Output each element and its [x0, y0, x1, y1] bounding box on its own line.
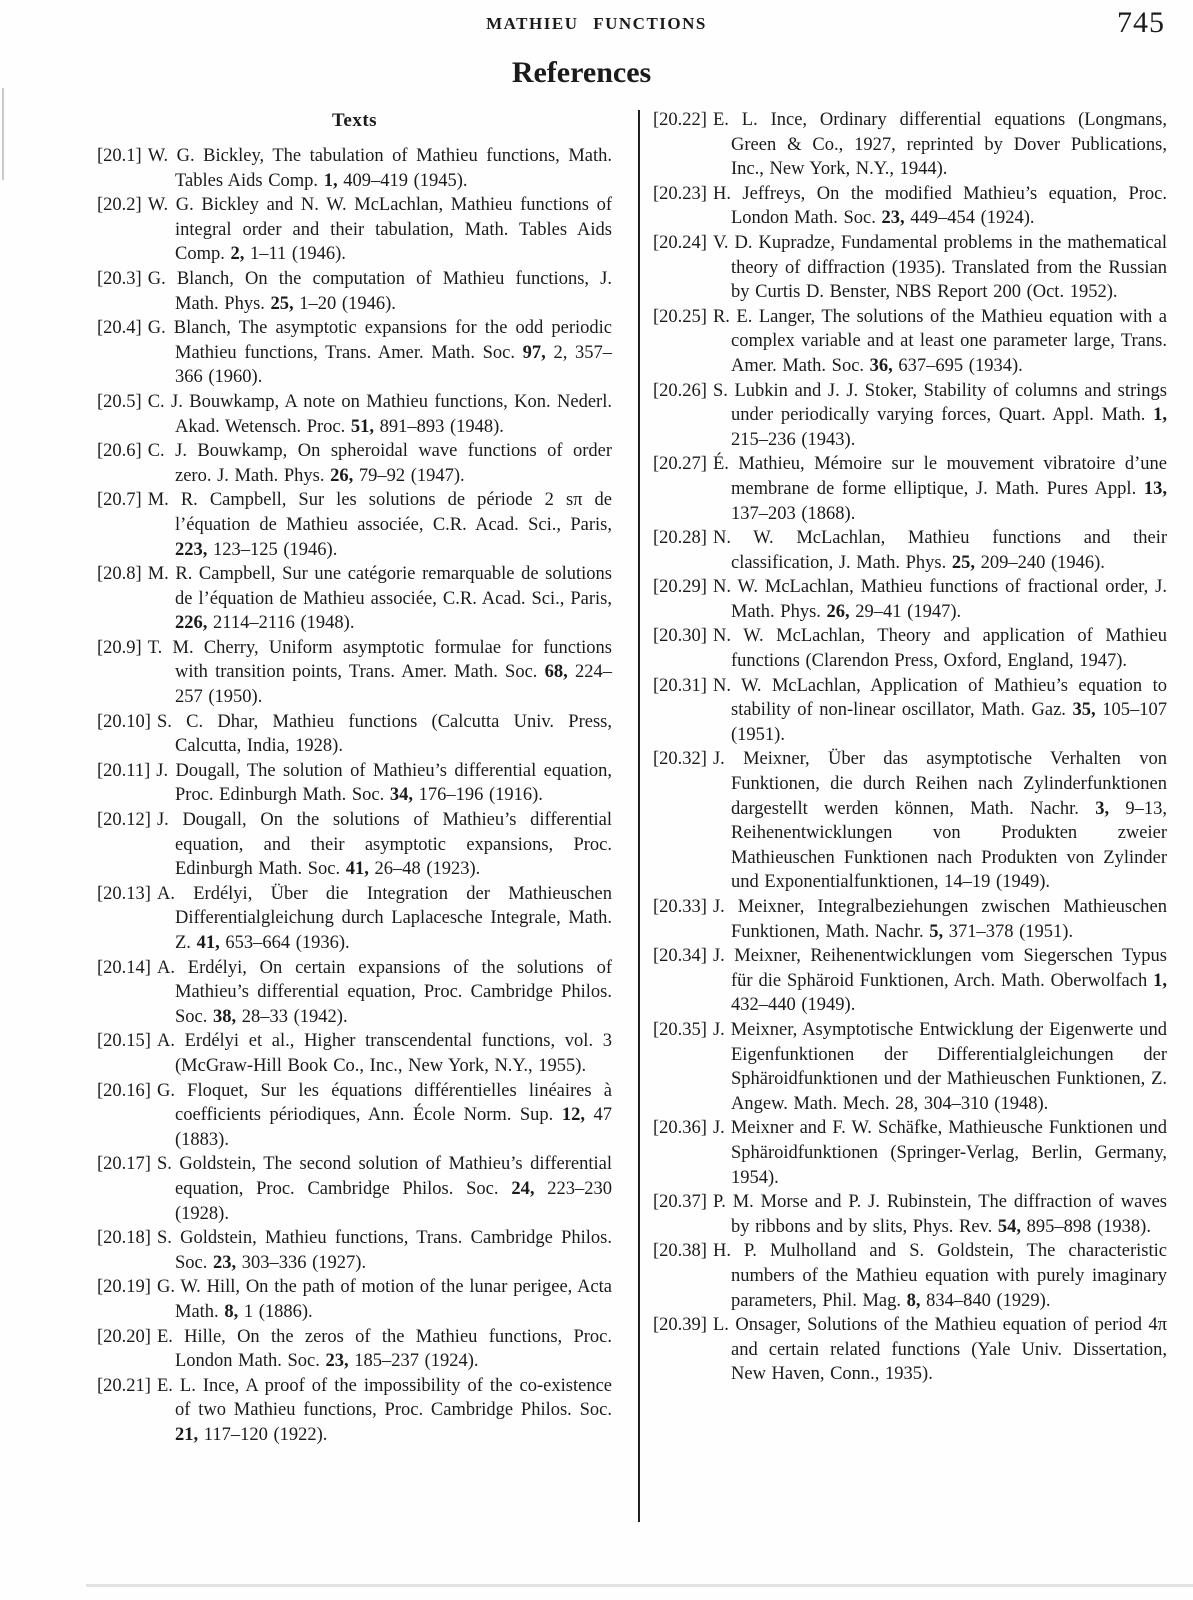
reference-id: [20.30] — [653, 626, 707, 647]
reference-entry: [20.34] J. Meixner, Reihenentwicklungen vom Siegerschen Typus für die Sphäroid Funktionen, Arch. Math. Oberwolfach 1, 432–440 (1949). — [653, 946, 1167, 1016]
reference-entry: [20.25] R. E. Langer, The solutions of the Mathieu equation with a complex variable and at least one parameter large, Trans. Amer. Math. Soc. 36, 637–695 (1934). — [653, 306, 1167, 376]
reference-entry: [20.28] N. W. McLachlan, Mathieu functions and their classification, J. Math. Phys. 25, 209–240 (1946). — [653, 528, 1167, 573]
reference-id: [20.20] — [97, 1326, 151, 1347]
reference-id: [20.6] — [97, 441, 142, 462]
reference-id: [20.25] — [653, 306, 707, 327]
reference-entry: [20.6] C. J. Bouwkamp, On spheroidal wave functions of order zero. J. Math. Phys. 26, 79–92 (1947). — [97, 441, 612, 486]
reference-id: [20.9] — [97, 637, 142, 658]
references-list-left — [97, 144, 612, 1447]
reference-id: [20.27] — [653, 454, 707, 475]
reference-id: [20.5] — [97, 391, 142, 412]
reference-entry: [20.20] E. Hille, On the zeros of the Mathieu functions, Proc. London Math. Soc. 23, 185–237 (1924). — [97, 1326, 612, 1372]
reference-id: [20.11] — [97, 760, 151, 781]
reference-id: [20.3] — [97, 268, 142, 289]
running-head-title: MATHIEU FUNCTIONS — [486, 14, 707, 33]
reference-id: [20.2] — [97, 195, 142, 216]
reference-id: [20.39] — [653, 1315, 707, 1336]
reference-id: [20.26] — [653, 380, 707, 401]
reference-entry: [20.37] P. M. Morse and P. J. Rubinstein, The diffraction of waves by ribbons and by slits, Phys. Rev. 54, 895–898 (1938). — [653, 1192, 1167, 1237]
reference-id: [20.35] — [653, 1019, 707, 1040]
reference-entry: [20.39] L. Onsager, Solutions of the Mathieu equation of period 4π and certain related functions (Yale Univ. Dissertation, New Haven, Conn., 1935). — [653, 1315, 1167, 1385]
reference-id: [20.32] — [653, 749, 707, 770]
right-column — [653, 108, 1167, 1387]
reference-entry: [20.13] A. Erdélyi, Über die Integration der Mathieuschen Differentialgleichung durch Laplacesche Integrale, Math. Z. 41, 653–664 (1936). — [97, 883, 612, 953]
reference-entry: [20.29] N. W. McLachlan, Mathieu functions of fractional order, J. Math. Phys. 26, 29–41 (1947). — [653, 577, 1167, 622]
reference-entry: [20.9] T. M. Cherry, Uniform asymptotic formulae for functions with transition points, Trans. Amer. Math. Soc. 68, 224–257 (1950). — [97, 637, 612, 708]
reference-entry: [20.35] J. Meixner, Asymptotische Entwicklung der Eigenwerte und Eigenfunktionen der Differentialgleichungen der Sphäroidfunktionen und der Mathieuschen Funktionen, Z. Angew. Math. Mech. 28, 304–310 (1948). — [653, 1019, 1167, 1114]
reference-entry: [20.21] E. L. Ince, A proof of the impossibility of the co-existence of two Mathieu functions, Proc. Cambridge Philos. Soc. 21, 117–120 (1922). — [97, 1375, 612, 1445]
reference-id: [20.22] — [653, 110, 707, 130]
reference-id: [20.23] — [653, 183, 707, 204]
reference-entry: [20.32] J. Meixner, Über das asymptotische Verhalten von Funktionen, die durch Reihen nach Zylinderfunktionen dargestellt werden können, Math. Nachr. 3, 9–13, Reihenentwicklungen von Produkten zweier Mathieuschen Funktionen nach Produkten von Zylinder und Exponentialfunktionen, 14–19 (1949). — [653, 749, 1167, 893]
reference-id: [20.12] — [97, 810, 151, 831]
reference-entry: [20.1] W. G. Bickley, The tabulation of Mathieu functions, Math. Tables Aids Comp. 1, 409–419 (1945). — [97, 146, 612, 191]
reference-id: [20.18] — [97, 1228, 151, 1249]
reference-entry: [20.14] A. Erdélyi, On certain expansions of the solutions of Mathieu’s differential equation, Proc. Cambridge Philos. Soc. 38, 28–33 (1942). — [97, 957, 612, 1027]
reference-entry: [20.24] V. D. Kupradze, Fundamental problems in the mathematical theory of diffraction (1935). Translated from the Russian by Curtis D. Benster, NBS Report 200 (Oct. 1952). — [653, 232, 1167, 303]
reference-id: [20.37] — [653, 1192, 707, 1213]
left-column — [97, 108, 612, 1447]
reference-id: [20.14] — [97, 957, 151, 978]
reference-id: [20.16] — [97, 1080, 151, 1101]
reference-entry: [20.12] J. Dougall, On the solutions of Mathieu’s differential equation, and their asymptotic expansions, Proc. Edinburgh Math. Soc. 41, 26–48 (1923). — [97, 810, 612, 880]
reference-id: [20.38] — [653, 1241, 707, 1262]
reference-entry: [20.15] A. Erdélyi et al., Higher transcendental functions, vol. 3 (McGraw-Hill Book Co., Inc., New York, N.Y., 1955). — [97, 1031, 612, 1076]
reference-id: [20.10] — [97, 711, 151, 732]
reference-id: [20.34] — [653, 946, 707, 967]
reference-entry: [20.10] S. C. Dhar, Mathieu functions (Calcutta Univ. Press, Calcutta, India, 1928). — [97, 711, 612, 757]
reference-id: [20.15] — [97, 1031, 151, 1052]
reference-entry: [20.4] G. Blanch, The asymptotic expansions for the odd periodic Mathieu functions, Trans. Amer. Math. Soc. 97, 2, 357–366 (1960). — [97, 318, 612, 388]
reference-id: [20.19] — [97, 1277, 151, 1298]
reference-id: [20.1] — [97, 146, 142, 166]
reference-entry: [20.11] J. Dougall, The solution of Mathieu’s differential equation, Proc. Edinburgh Math. Soc. 34, 176–196 (1916). — [97, 760, 612, 806]
page-bottom-scan-line — [86, 1584, 1193, 1587]
reference-id: [20.8] — [97, 564, 142, 585]
reference-entry: [20.30] N. W. McLachlan, Theory and application of Mathieu functions (Clarendon Press, Oxford, England, 1947). — [653, 626, 1167, 672]
section-title: References — [511, 56, 652, 89]
reference-id: [20.13] — [97, 883, 151, 904]
scan-artifact-line — [2, 88, 4, 180]
reference-entry: [20.27] É. Mathieu, Mémoire sur le mouvement vibratoire d’une membrane de forme elliptique, J. Math. Pures Appl. 13, 137–203 (1868). — [653, 454, 1167, 524]
reference-entry: [20.2] W. G. Bickley and N. W. McLachlan, Mathieu functions of integral order and their tabulation, Math. Tables Aids Comp. 2, 1–11 (1946). — [97, 195, 612, 265]
reference-entry: [20.33] J. Meixner, Integralbeziehungen zwischen Mathieuschen Funktionen, Math. Nachr. 5, 371–378 (1951). — [653, 897, 1167, 942]
reference-id: [20.7] — [97, 490, 142, 511]
reference-entry: [20.19] G. W. Hill, On the path of motion of the lunar perigee, Acta Math. 8, 1 (1886). — [97, 1277, 612, 1322]
reference-entry: [20.17] S. Goldstein, The second solution of Mathieu’s differential equation, Proc. Cambridge Philos. Soc. 24, 223–230 (1928). — [97, 1154, 612, 1224]
reference-entry: [20.31] N. W. McLachlan, Application of Mathieu’s equation to stability of non-linear oscillator, Math. Gaz. 35, 105–107 (1951). — [653, 675, 1167, 745]
reference-id: [20.36] — [653, 1118, 707, 1139]
references-columns — [97, 108, 1169, 1522]
reference-entry: [20.7] M. R. Campbell, Sur les solutions de période 2 sπ de l’équation de Mathieu associée, C.R. Acad. Sci., Paris, 223, 123–125 (1946). — [97, 490, 612, 560]
reference-entry: [20.22] E. L. Ince, Ordinary differential equations (Longmans, Green & Co., 1927, reprinted by Dover Publications, Inc., New York, N.Y., 1944). — [653, 110, 1167, 180]
reference-entry: [20.23] H. Jeffreys, On the modified Mathieu’s equation, Proc. London Math. Soc. 23, 449–454 (1924). — [653, 183, 1167, 229]
reference-id: [20.29] — [653, 577, 707, 598]
reference-id: [20.33] — [653, 897, 707, 917]
column-divider — [638, 110, 640, 1522]
reference-entry: [20.38] H. P. Mulholland and S. Goldstein, The characteristic numbers of the Mathieu equation with purely imaginary parameters, Phil. Mag. 8, 834–840 (1929). — [653, 1241, 1167, 1311]
page-number: 745 — [1117, 6, 1165, 39]
references-list-right — [653, 108, 1167, 1387]
reference-entry: [20.5] C. J. Bouwkamp, A note on Mathieu functions, Kon. Nederl. Akad. Wetensch. Proc. 51, 891–893 (1948). — [97, 391, 612, 437]
reference-id: [20.28] — [653, 528, 707, 549]
reference-id: [20.21] — [97, 1375, 151, 1396]
reference-entry: [20.8] M. R. Campbell, Sur une catégorie remarquable de solutions de l’équation de Mathieu associée, C.R. Acad. Sci., Paris, 226, 2114–2116 (1948). — [97, 564, 612, 634]
reference-id: [20.17] — [97, 1154, 151, 1175]
reference-id: [20.31] — [653, 675, 707, 696]
reference-entry: [20.26] S. Lubkin and J. J. Stoker, Stability of columns and strings under periodically varying forces, Quart. Appl. Math. 1, 215–236 (1943). — [653, 380, 1167, 450]
texts-heading: Texts — [331, 110, 378, 131]
reference-entry: [20.3] G. Blanch, On the computation of Mathieu functions, J. Math. Phys. 25, 1–20 (1946). — [97, 268, 612, 314]
reference-entry: [20.16] G. Floquet, Sur les équations différentielles linéaires à coefficients périodiques, Ann. École Norm. Sup. 12, 47 (1883). — [97, 1080, 612, 1150]
reference-entry: [20.36] J. Meixner and F. W. Schäfke, Mathieusche Funktionen und Sphäroidfunktionen (Springer-Verlag, Berlin, Germany, 1954). — [653, 1118, 1167, 1188]
reference-id: [20.24] — [653, 232, 707, 253]
reference-id: [20.4] — [97, 318, 142, 339]
reference-entry: [20.18] S. Goldstein, Mathieu functions, Trans. Cambridge Philos. Soc. 23, 303–336 (1927). — [97, 1228, 612, 1273]
